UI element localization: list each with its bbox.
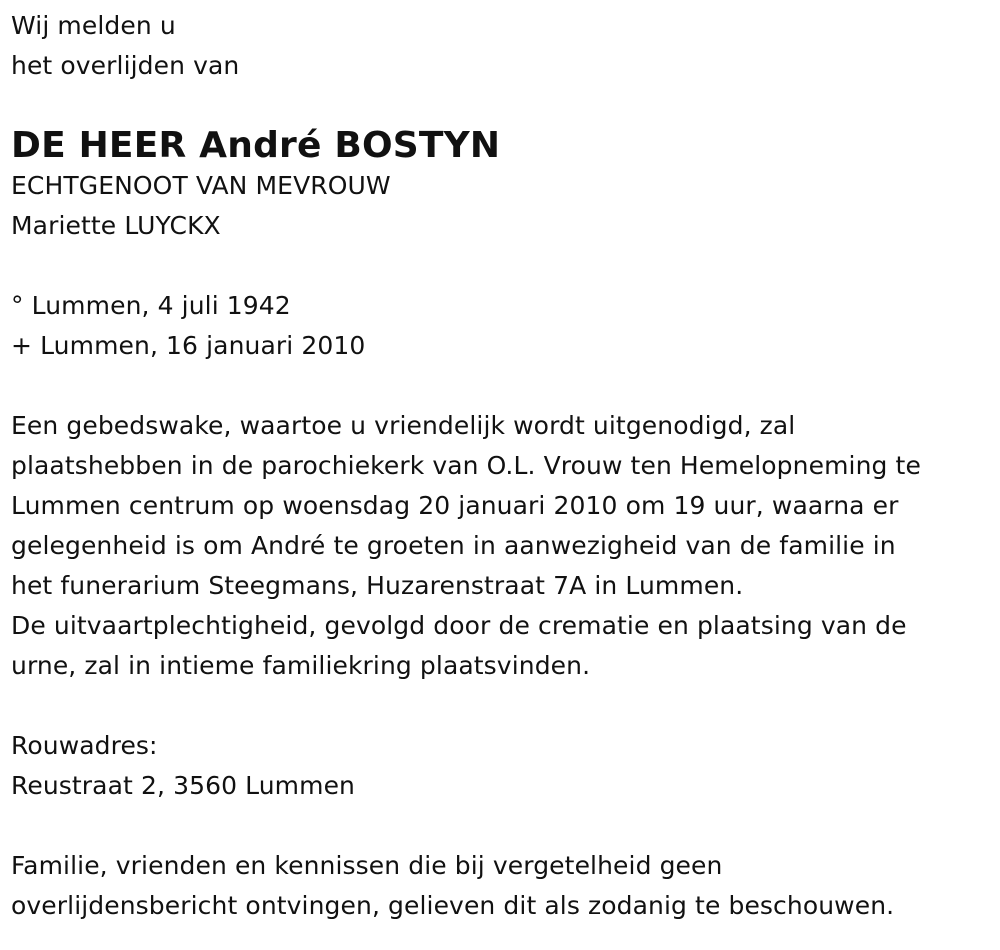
death-date: + Lummen, 16 januari 2010 (11, 331, 366, 360)
birth-date: ° Lummen, 4 juli 1942 (11, 291, 291, 320)
ceremony-line: plaatshebben in de parochiekerk van O.L. Vrouw ten Hemelopneming te (11, 451, 921, 480)
ceremony-line: Een gebedswake, waartoe u vriendelijk wordt uitgenodigd, zal (11, 411, 796, 440)
intro-line-2: het overlijden van (11, 51, 240, 80)
spacer (11, 246, 991, 286)
deceased-name: DE HEER André BOSTYN (11, 125, 501, 166)
address-label: Rouwadres: (11, 731, 158, 760)
spouse-name: Mariette LUYCKX (11, 211, 221, 240)
ceremony-line: gelegenheid is om André te groeten in aanwezigheid van de familie in (11, 531, 896, 560)
ceremony-line: Lummen centrum op woensdag 20 januari 2010 om 19 uur, waarna er (11, 491, 899, 520)
ceremony-paragraph (11, 406, 991, 686)
address-value: Reustraat 2, 3560 Lummen (11, 771, 356, 800)
spacer (11, 686, 991, 726)
intro-line-1: Wij melden u (11, 11, 176, 40)
obituary-notice (11, 6, 991, 926)
ceremony-line: urne, zal in intieme familiekring plaatsvinden. (11, 651, 591, 680)
ceremony-line: het funerarium Steegmans, Huzarenstraat 7A in Lummen. (11, 571, 744, 600)
closing-line: Familie, vrienden en kennissen die bij vergetelheid geen (11, 851, 723, 880)
spouse-label: ECHTGENOOT VAN MEVROUW (11, 171, 391, 200)
spacer (11, 366, 991, 406)
closing-paragraph (11, 846, 991, 926)
ceremony-line: De uitvaartplechtigheid, gevolgd door de crematie en plaatsing van de (11, 611, 907, 640)
closing-line: overlijdensbericht ontvingen, gelieven dit als zodanig te beschouwen. (11, 891, 895, 920)
spacer (11, 806, 991, 846)
